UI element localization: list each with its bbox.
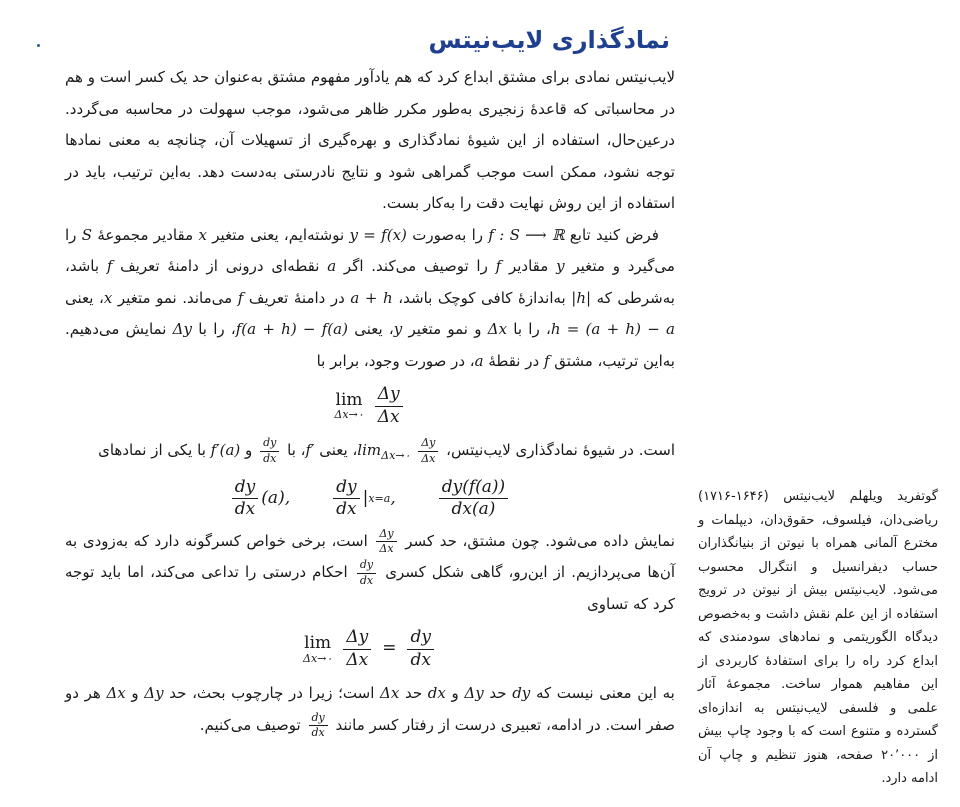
equation-equality: lim Δx→۰ $\frac{\Delta y}{\Delta x}$ = $\frac{dy}{dx}$ (65, 628, 675, 670)
sidebar-biography: گوتفرید ویلهلم لایب‌نیتس (۱۶۴۶-۱۷۱۶) ریاضی‌دان، فیلسوف، حقوق‌دان، دیپلمات و مخترع آلمانی همراه با نیوتن از بنیانگذاران حساب دیفرانسیل و انتگرال محسوب می‌شود. لایب‌نیتس بیش از نیوتن در ترویج استفاده از این علم نقش داشت و به‌خصوص دیدگاه الگوریتمی و نمادهای سودمندی که ابداع کرد راه را برای استفادهٔ کاربردی از این مفاهیم هموار ساخت. مجموعهٔ آثار علمی و فلسفی لایب‌نیتس به اندازه‌ای گسترده و متنوع است که با وجود چاپ بیش از ۲۰٬۰۰۰ صفحه، هنوز تنظیم و چاپ آن ادامه دارد. (698, 489, 938, 786)
paragraph-definition: فرض کنید تابع f : S ⟶ ℝ را به‌صورت y = f(x) نوشته‌ایم، یعنی متغیر x مقادیر مجموعهٔ S را می‌گیرد و متغیر y مقادیر f را توصیف می‌کند. اگر a نقطه‌ای درونی از دامنهٔ تعریف f باشد، به‌شرطی که |h| به‌اندازهٔ کافی کوچک باشد، a + h در دامنهٔ تعریف f می‌ماند. نمو متغیر x، یعنی h = (a + h) − a، را با Δx و نمو متغیر y، یعنی f(a + h) − f(a)، را با Δy نمایش می‌دهیم. به‌این ترتیب، مشتق f در نقطهٔ a، در صورت وجود، برابر با (65, 225, 675, 370)
paragraph-fraction-properties: نمایش داده می‌شود. چون مشتق، حد کسر $\frac{\Delta y}{\Delta x}$ است، برخی خواص کسرگونه دارد که به‌زودی به آن‌ها می‌پردازیم. از این‌رو، گاهی شکل کسری $\frac{dy}{dx}$ احکام درستی را تداعی می‌کند، اما باید توجه کرد که تساوی (65, 526, 675, 613)
section-title: نمادگذاری لایب‌نیتس (428, 26, 670, 55)
ink-dot (37, 44, 40, 47)
paragraph-intro: لایب‌نیتس نمادی برای مشتق ابداع کرد که هم یادآور مفهوم مشتق به‌عنوان حد یک کسر است و هم در محاسباتی که قاعدهٔ زنجیری به‌طور مکرر ظاهر می‌شود، موجب سهولت در محاسبه می‌گردد. درعین‌حال، استفاده از این شیوهٔ نمادگذاری و بهره‌گیری از تسهیلات آن، چنانچه به معنی نمادها توجه نشود، ممکن است موجب گمراهی شود و نتایج نادرستی به‌دست دهد. به‌این ترتیب، باید در استفاده از این روش نهایت دقت را به‌کار بست. (65, 68, 675, 212)
paragraph-notation: است. در شیوهٔ نمادگذاری لایب‌نیتس، $\lim_{\Delta x\to ۰}$ $\frac{\Delta y}{\Delta x}$ ، یعنی f′، با $\frac{dy}{dx}$ و f′(a) با یکی از نمادهای (98, 435, 675, 465)
paragraph-conclusion: به این معنی نیست که dy حد Δy و dx حد Δx است؛ زیرا در چارچوب بحث، حد Δy و Δx هر دو صفر است. در ادامه، تعبیری درست از رفتار کسر مانند $\frac{dy}{dx}$ توصیف می‌کنیم. (65, 684, 675, 740)
main-text (65, 62, 675, 741)
equation-derivative-limit: lim Δx→۰ $\frac{\Delta y}{\Delta x}$ (65, 385, 675, 427)
equation-notations: $\frac{dy}{dx}$ (a), $\frac{dy}{dx}$ | x=a , $\frac{dy(f(a))}{dx(a)}$ (65, 478, 675, 520)
